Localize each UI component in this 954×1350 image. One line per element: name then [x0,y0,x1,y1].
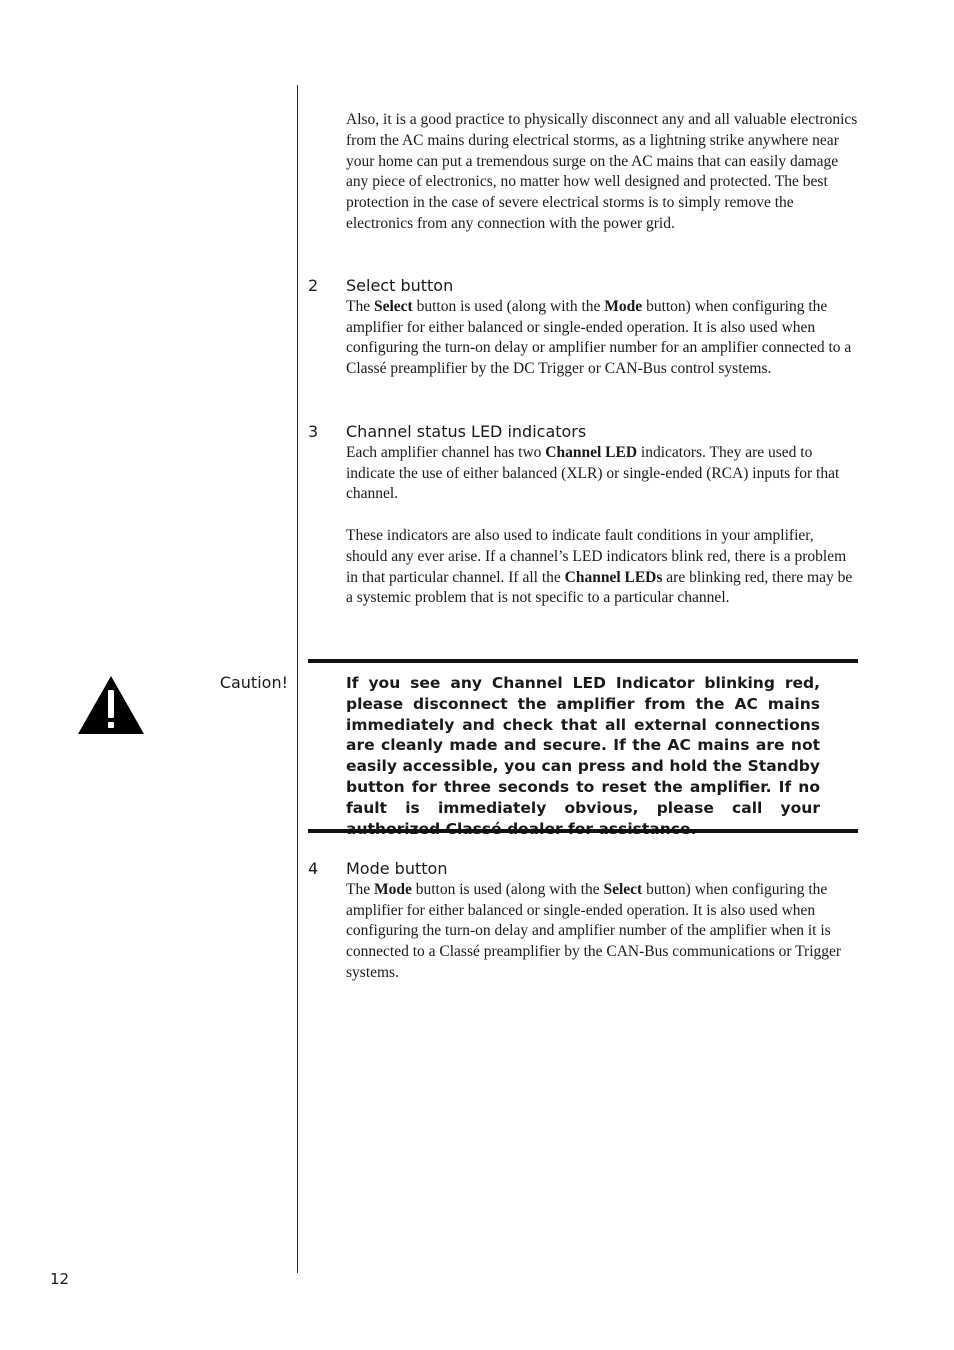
section-body: The Select button is used (along with the Mode button) when configuring the amplifier for either balanced or single-ended operation. It is also used when configuring the turn-on delay or amplifier number for an amplifier connected to a Classé preamplifier by the DC Trigger or CAN-Bus control systems. [346,297,852,378]
section-heading: Mode button [346,859,448,878]
section-select-button [308,276,858,380]
section-heading: Select button [346,276,454,295]
intro-paragraph [346,110,858,235]
section-number: 4 [308,859,319,878]
section-channel-led [308,422,858,609]
section-number: 2 [308,276,319,295]
section-mode-button [308,859,858,984]
caution-label: Caution! [219,673,288,692]
caution-text: If you see any Channel LED Indicator blinking red, please disconnect the amplifier from the AC mains immediately and check that all external connections are cleanly made and secure. If the AC mains are not easily accessible, you can press and hold the Standby button for three seconds to reset the amplifier. If no fault is immediately obvious, please call your [346,674,820,817]
intro-text: Also, it is a good practice to physically disconnect any and all valuable electronics from the AC mains during electrical storms, as a lightning strike anywhere near your home can put a tremendous surge on the AC mains that can easily damage any piece of electronics, no matter how well designed and protected. The best protection in the case of severe electrical storms is to simply remove the electronics from any connection with the power grid. [346,111,858,232]
section-number: 3 [308,422,319,441]
section-body: Each amplifier channel has two Channel LED indicators. They are used to indicate the use of either balanced (XLR) or single-ended (RCA) inputs for that channel. These indicators are also used to indicate fault conditions in your amplifier, should any ever arise. If a channel’s LED indicators blink red, there is a problem in that particular channel. If all the Channel LEDs are blinking red, there may be a systemic problem that is not specific to a particular channel. [346,443,853,607]
warning-triangle-icon [76,674,146,736]
section-heading: Channel status LED indicators [346,422,587,441]
caution-bottom-rule [308,829,858,833]
section-body: The Mode button is used (along with the Select button) when configuring the amplifier for either balanced or single-ended operation. It is also used when configuring the turn-on delay and amplifier number of the amplifier when it is connected to a Classé preamplifier by the CAN-Bus communications or Trigger systems. [346,880,842,981]
caution-top-rule [308,659,858,663]
page-number: 12 [50,1270,70,1288]
column-divider [297,85,298,1273]
